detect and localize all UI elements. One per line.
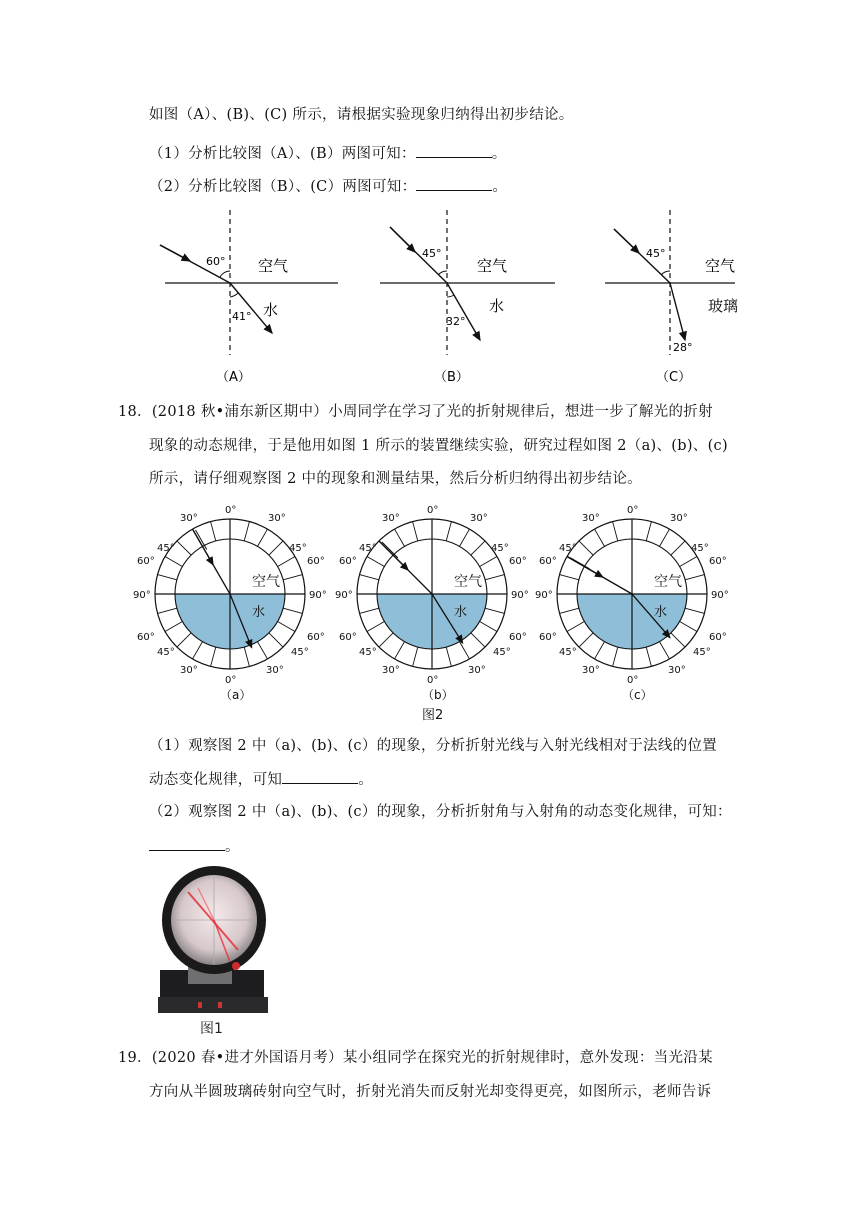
figure-b (380, 210, 555, 385)
angle-scale-label: 0° (427, 505, 439, 516)
angle-scale-label: 60° (339, 632, 357, 643)
angle-scale-label: 60° (539, 556, 557, 567)
upper-medium-label: 空气 (705, 257, 736, 275)
angle-scale-label: 45° (691, 543, 709, 554)
q18-line-1: 18．(2018 秋•浦东新区期中）小周同学在学习了光的折射规律后，想进一步了解光的折射 (118, 404, 713, 420)
angle-scale-label: 30° (268, 513, 286, 524)
figure-1-apparatus-photo (158, 862, 273, 1040)
angle-scale-label: 60° (509, 632, 527, 643)
angle-arc (220, 271, 230, 277)
air-label: 空气 (252, 574, 280, 590)
question-17-part-1 (149, 143, 507, 164)
q18-line-3: 所示，请仔细观察图 2 中的现象和测量结果，然后分析归纳得出初步结论。 (149, 471, 642, 487)
upper-medium-label: 空气 (477, 257, 508, 275)
angle-scale-label: 60° (307, 632, 325, 643)
angle-scale-label: 30° (670, 513, 688, 524)
laser-source (232, 962, 240, 970)
fig2-panel (535, 505, 729, 702)
angle-arc (447, 295, 454, 297)
incident-arrow (390, 227, 415, 252)
upper-medium-label: 空气 (258, 257, 289, 275)
figure-c-caption: （C） (656, 370, 692, 385)
figure-a-caption: （A） (216, 370, 251, 385)
angle-scale-label: 60° (137, 556, 155, 567)
water-label: 水 (654, 605, 668, 620)
angle-arc (661, 271, 670, 275)
q19-line-1: 19．(2020 春•进才外国语月考）某小组同学在探究光的折射规律时，意外发现：当光沿某 (118, 1050, 713, 1066)
angle-scale-label: 30° (582, 513, 600, 524)
q17-2-text: （2）分析比较图（B）、(C）两图可知： (149, 179, 417, 195)
angle-scale-label: 90° (511, 590, 529, 601)
angle-scale-label: 60° (709, 632, 727, 643)
refracted-ray (670, 283, 685, 340)
angle-scale-label: 30° (582, 665, 600, 676)
angle-scale-label: 0° (427, 675, 439, 686)
period: 。 (492, 179, 508, 195)
refract-angle-label: 41° (232, 310, 252, 323)
answer-blank-17-1[interactable] (416, 143, 492, 158)
angle-scale-label: 45° (291, 647, 309, 658)
panel-caption: （b） (422, 688, 454, 702)
q18-line-2: 现象的动态规律，于是他用如图 1 所示的装置继续实验，研究过程如图 2（a)、(b)、(c) (149, 438, 728, 454)
q18-1-text: 动态变化规律，可知 (149, 772, 283, 788)
angle-scale-label: 90° (133, 590, 151, 601)
answer-blank-18-1[interactable] (282, 769, 358, 784)
figure-c (605, 210, 738, 385)
angle-scale-label: 90° (335, 590, 353, 601)
angle-scale-label: 60° (307, 556, 325, 567)
figure-1-caption: 图1 (200, 1021, 223, 1037)
q19-line-2: 方向从半圆玻璃砖射向空气时，折射光消失而反射光却变得更亮，如图所示，老师告诉 (149, 1084, 712, 1100)
air-label: 空气 (454, 574, 482, 590)
angle-scale-label: 45° (157, 543, 175, 554)
angle-scale-label: 90° (711, 590, 729, 601)
lower-medium-label: 水 (489, 297, 505, 315)
angle-scale-label: 45° (359, 543, 377, 554)
angle-scale-label: 45° (493, 647, 511, 658)
angle-scale-label: 60° (539, 632, 557, 643)
angle-scale-label: 0° (225, 675, 237, 686)
lower-medium-label: 水 (263, 301, 279, 319)
panel-caption: （a） (220, 688, 252, 702)
refract-angle-label: 32° (446, 315, 466, 328)
refracted-ray (447, 283, 480, 340)
angle-scale-label: 45° (491, 543, 509, 554)
period: 。 (225, 839, 240, 855)
angle-scale-label: 45° (693, 647, 711, 658)
angle-scale-label: 90° (535, 590, 553, 601)
lower-medium-label: 玻璃 (708, 297, 739, 315)
intro-text: 如图（A）、(B)、(C) 所示，请根据实验现象归纳得出初步结论。 (149, 107, 574, 123)
q18-part-2-line-2 (149, 836, 240, 857)
q18-part-2-line-1: （2）观察图 2 中（a)、(b)、(c）的现象，分析折射角与入射角的动态变化规律，可知： (149, 804, 732, 820)
period: 。 (491, 146, 507, 162)
answer-blank-17-2[interactable] (416, 176, 492, 191)
angle-scale-label: 30° (470, 513, 488, 524)
incident-angle-label: 45° (646, 247, 666, 260)
panel-caption: （c） (622, 688, 653, 702)
incident-arrow (614, 229, 639, 253)
angle-scale-label: 30° (180, 513, 198, 524)
period: 。 (358, 772, 374, 788)
angle-scale-label: 0° (627, 505, 639, 516)
angle-scale-label: 30° (668, 665, 686, 676)
angle-scale-label: 30° (468, 665, 486, 676)
angle-arc (230, 293, 238, 297)
air-label: 空气 (654, 574, 682, 590)
incident-arrow (160, 245, 190, 261)
water-label: 水 (252, 605, 266, 620)
angle-scale-label: 0° (225, 505, 237, 516)
figure-a (160, 210, 338, 385)
angle-scale-label: 0° (627, 675, 639, 686)
q18-part-1-line-2 (149, 769, 373, 790)
figure-2-caption: 图2 (422, 708, 444, 723)
angle-scale-label: 45° (157, 647, 175, 658)
angle-scale-label: 30° (382, 513, 400, 524)
figure-b-caption: （B） (434, 370, 469, 385)
angle-scale-label: 60° (137, 632, 155, 643)
water-label: 水 (454, 605, 468, 620)
incident-angle-label: 60° (206, 255, 226, 268)
angle-arc (438, 271, 447, 275)
answer-blank-18-2[interactable] (149, 836, 225, 851)
fig2-panel (133, 505, 327, 702)
angle-scale-label: 45° (559, 647, 577, 658)
fig2-panel (335, 505, 529, 702)
figure-2 (133, 497, 740, 725)
angle-scale-label: 45° (359, 647, 377, 658)
incident-angle-label: 45° (422, 247, 442, 260)
angle-scale-label: 60° (509, 556, 527, 567)
q17-1-text: （1）分析比较图（A）、(B）两图可知： (149, 146, 416, 162)
question-17-part-2 (149, 176, 507, 197)
angle-scale-label: 90° (309, 590, 327, 601)
angle-scale-label: 30° (180, 665, 198, 676)
angle-scale-label: 45° (289, 543, 307, 554)
angle-scale-label: 30° (382, 665, 400, 676)
angle-scale-label: 60° (339, 556, 357, 567)
angle-scale-label: 45° (559, 543, 577, 554)
angle-scale-label: 60° (709, 556, 727, 567)
refraction-figures-abc (150, 205, 750, 390)
refract-angle-label: 28° (673, 341, 693, 354)
angle-scale-label: 30° (266, 665, 284, 676)
q18-part-1-line-1: （1）观察图 2 中（a)、(b)、(c）的现象，分析折射光线与入射光线相对于法线的位置 (149, 738, 718, 754)
